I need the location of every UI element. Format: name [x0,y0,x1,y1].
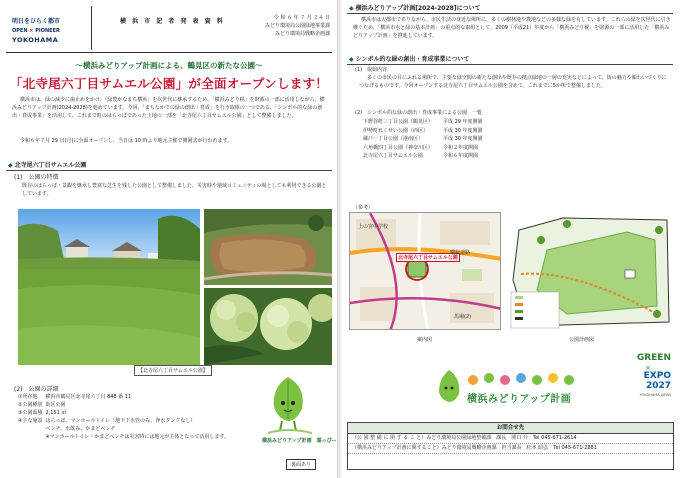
detail-row: ④主な施設 はらっぱ、マンホールトイレ（地下下水管のみ、浄水タンクなし） [18,418,196,424]
park-list-row: 蔵戸一丁目公園（港南区） 平成 30 年度開園 [363,136,483,142]
press-release-page-2 [341,0,680,478]
map-park-label: 北寺尾六丁目サムエル公園 [398,255,458,261]
park-photo-main [18,209,200,365]
header-divider [6,52,332,53]
section-divider [347,64,673,65]
banner-text: 横浜みどりアップ計画 [467,394,572,405]
reference-label: （参考） [353,205,374,211]
initiative-text: 多くの市民の目にふれる場所で、主要な緑空間の新たな創出や既存の拠点緑地の一層の充実などによって、街の魅力や賑わいづくりにつなげるものです。今回オープンする北寺尾六丁目サムエル公園を含めて、これまでに5か所で整備しました。 [359,75,667,89]
sub-heading-park-list: (2) シンボル的な緑の創出・育成事業による公園 一覧 [355,110,482,116]
logo-tagline: 明日をひらく都市 [12,18,61,25]
mascot-name: 横浜みどりアップ計画 葉っぴー [262,438,337,444]
section-divider [347,13,673,14]
photo-caption: 【北寺尾六丁目サムエル公園】 [134,365,212,376]
logo-city: YOKOHAMA [12,36,59,44]
park-list-table [363,118,493,161]
section-divider [6,170,332,171]
guide-map [349,212,501,330]
plan-description: 横浜市は大都市でありながら、市民生活の身近な場所に、多くの樹林地や農地などの多様な緑を有しています。これらの緑を次世代に引き継ぐため、「横浜市水と緑の基本計画」の重点的な取組として、2009（平成21）年度から「横浜みどり税」を財源の一部に活用した「横浜みどりアップ計画」を推進しています。 [353,17,671,39]
press-meta [265,14,330,38]
yokohama-logo [6,6,92,50]
page-title: 「北寺尾六丁目サムエル公園」が全面オープンします！ [9,76,329,91]
detail-row: ①所在地 横浜市鶴見区北寺尾六丁目 848 番 11 [18,394,132,400]
intro-paragraph: 横浜市は、緑の減少に歯止めをかけ、「緑豊かなまち横浜」を次世代に継承するため、「横浜みどり税」を財源の一部に活用しながら、横浜みどりアップ計画(2024-2028)を進めています。今回、「まちなかでの緑の創出・育成」を行う取組の一つである、「シンボル的な緑の創出・育成事業」を活用して、これまで町のはらっぱであった土地の一部を「北寺尾六丁目サムエル公園」として整備しました。 [12,97,325,119]
backside-note: 裏面あり [286,459,316,470]
park-list-row: 北寺尾六丁目サムエル公園 令和６年度開園 [363,153,479,159]
park-plan-drawing [507,210,675,332]
section-heading-symbol: ◆ シンボル的な緑の創出・育成事業について [349,56,470,63]
press-release-page-1 [0,0,338,478]
map-caption: 案内図 [417,337,433,343]
section-heading-park: ◆ 北寺尾六丁目サムエル公園 [8,162,87,169]
sub-heading-details: (2) 公園の詳細 [14,386,59,393]
department-2: みどり環境局戦略企画課 [274,31,330,37]
plan-caption: 公園計画図 [569,337,595,343]
features-text: 既存のはらっぱ・景観を継承し豊富な芝生を残した公園として整備しました。災害時や地域コミュニティの場としても利用できる公園としています。 [22,183,327,197]
contact-plan: （横浜みどりアップ計画に関すること）みどり環境局戦略企画課 担当課長 松本 昭弘 Tel 045-671-2881 [348,444,673,454]
detail-row: ②公園種別 街区公園 [18,402,66,408]
midori-up-banner [433,366,603,414]
press-header [6,6,332,50]
press-title: 横 浜 市 記 者 発 表 資 料 [120,18,225,25]
contact-park: （公 園 整 備 に 関 す る こ と）みどり環境局公園緑地整備課 課長 関口 升 Tel 045-671-2614 [348,434,673,444]
mascot-happy [258,373,322,443]
park-photo-aerial [204,209,332,285]
park-list-row: 下野谷町三丁目公園（鶴見区） 平成 29 年度開園 [363,119,483,125]
detail-row: ベンチ、水飲み、かまどベンチ [45,426,116,432]
logo-open-pioneer: OPEN × PIONEER [12,28,60,34]
release-date: 令 和 ６ 年 ７ 月 ２４ 日 [273,15,330,21]
park-details-table [18,393,232,441]
contact-box [347,422,674,470]
contact-heading: お問合せ先 [348,423,673,434]
park-photo-flowers [204,288,332,365]
page-subtitle: ～横浜みどりアップ計画による、鶴見区の新たな公園～ [75,61,263,70]
detail-row: ※マンホールトイレ・かまどベンチは災害時には地元が主体となって活用します。 [45,434,229,440]
map-label-school: 上の宮中学校 [358,224,389,230]
detail-row: ③公園面積 2,151 ㎡ [18,410,67,416]
park-list-row: 伊勢町れくせい公園（西区） 平成 30 年度開園 [363,127,483,134]
sub-heading-features: (1) 公園の特徴 [14,174,59,181]
green-expo-logo: GREEN × EXPO 2027 YOKOHAMA JAPAN [636,353,671,397]
opening-paragraph: 令和６年７月 29 日(月)に全面オープンし、当日は 10 時より地元主催で開園式が行われます。 [20,138,233,144]
department-1: みどり環境局公園緑地事業課 [264,23,330,29]
park-list-row: 六角橋四丁目公園（神奈川区） 令和２年度開園 [363,144,479,151]
map-label-road: 環状道路 [450,250,471,256]
section-heading-plan: ◆ 横浜みどりアップ計画[2024-2028]について [349,5,481,12]
sub-heading-initiative: (1) 取組内容 [355,67,388,73]
map-label-south: 馬場(2) [454,314,472,320]
